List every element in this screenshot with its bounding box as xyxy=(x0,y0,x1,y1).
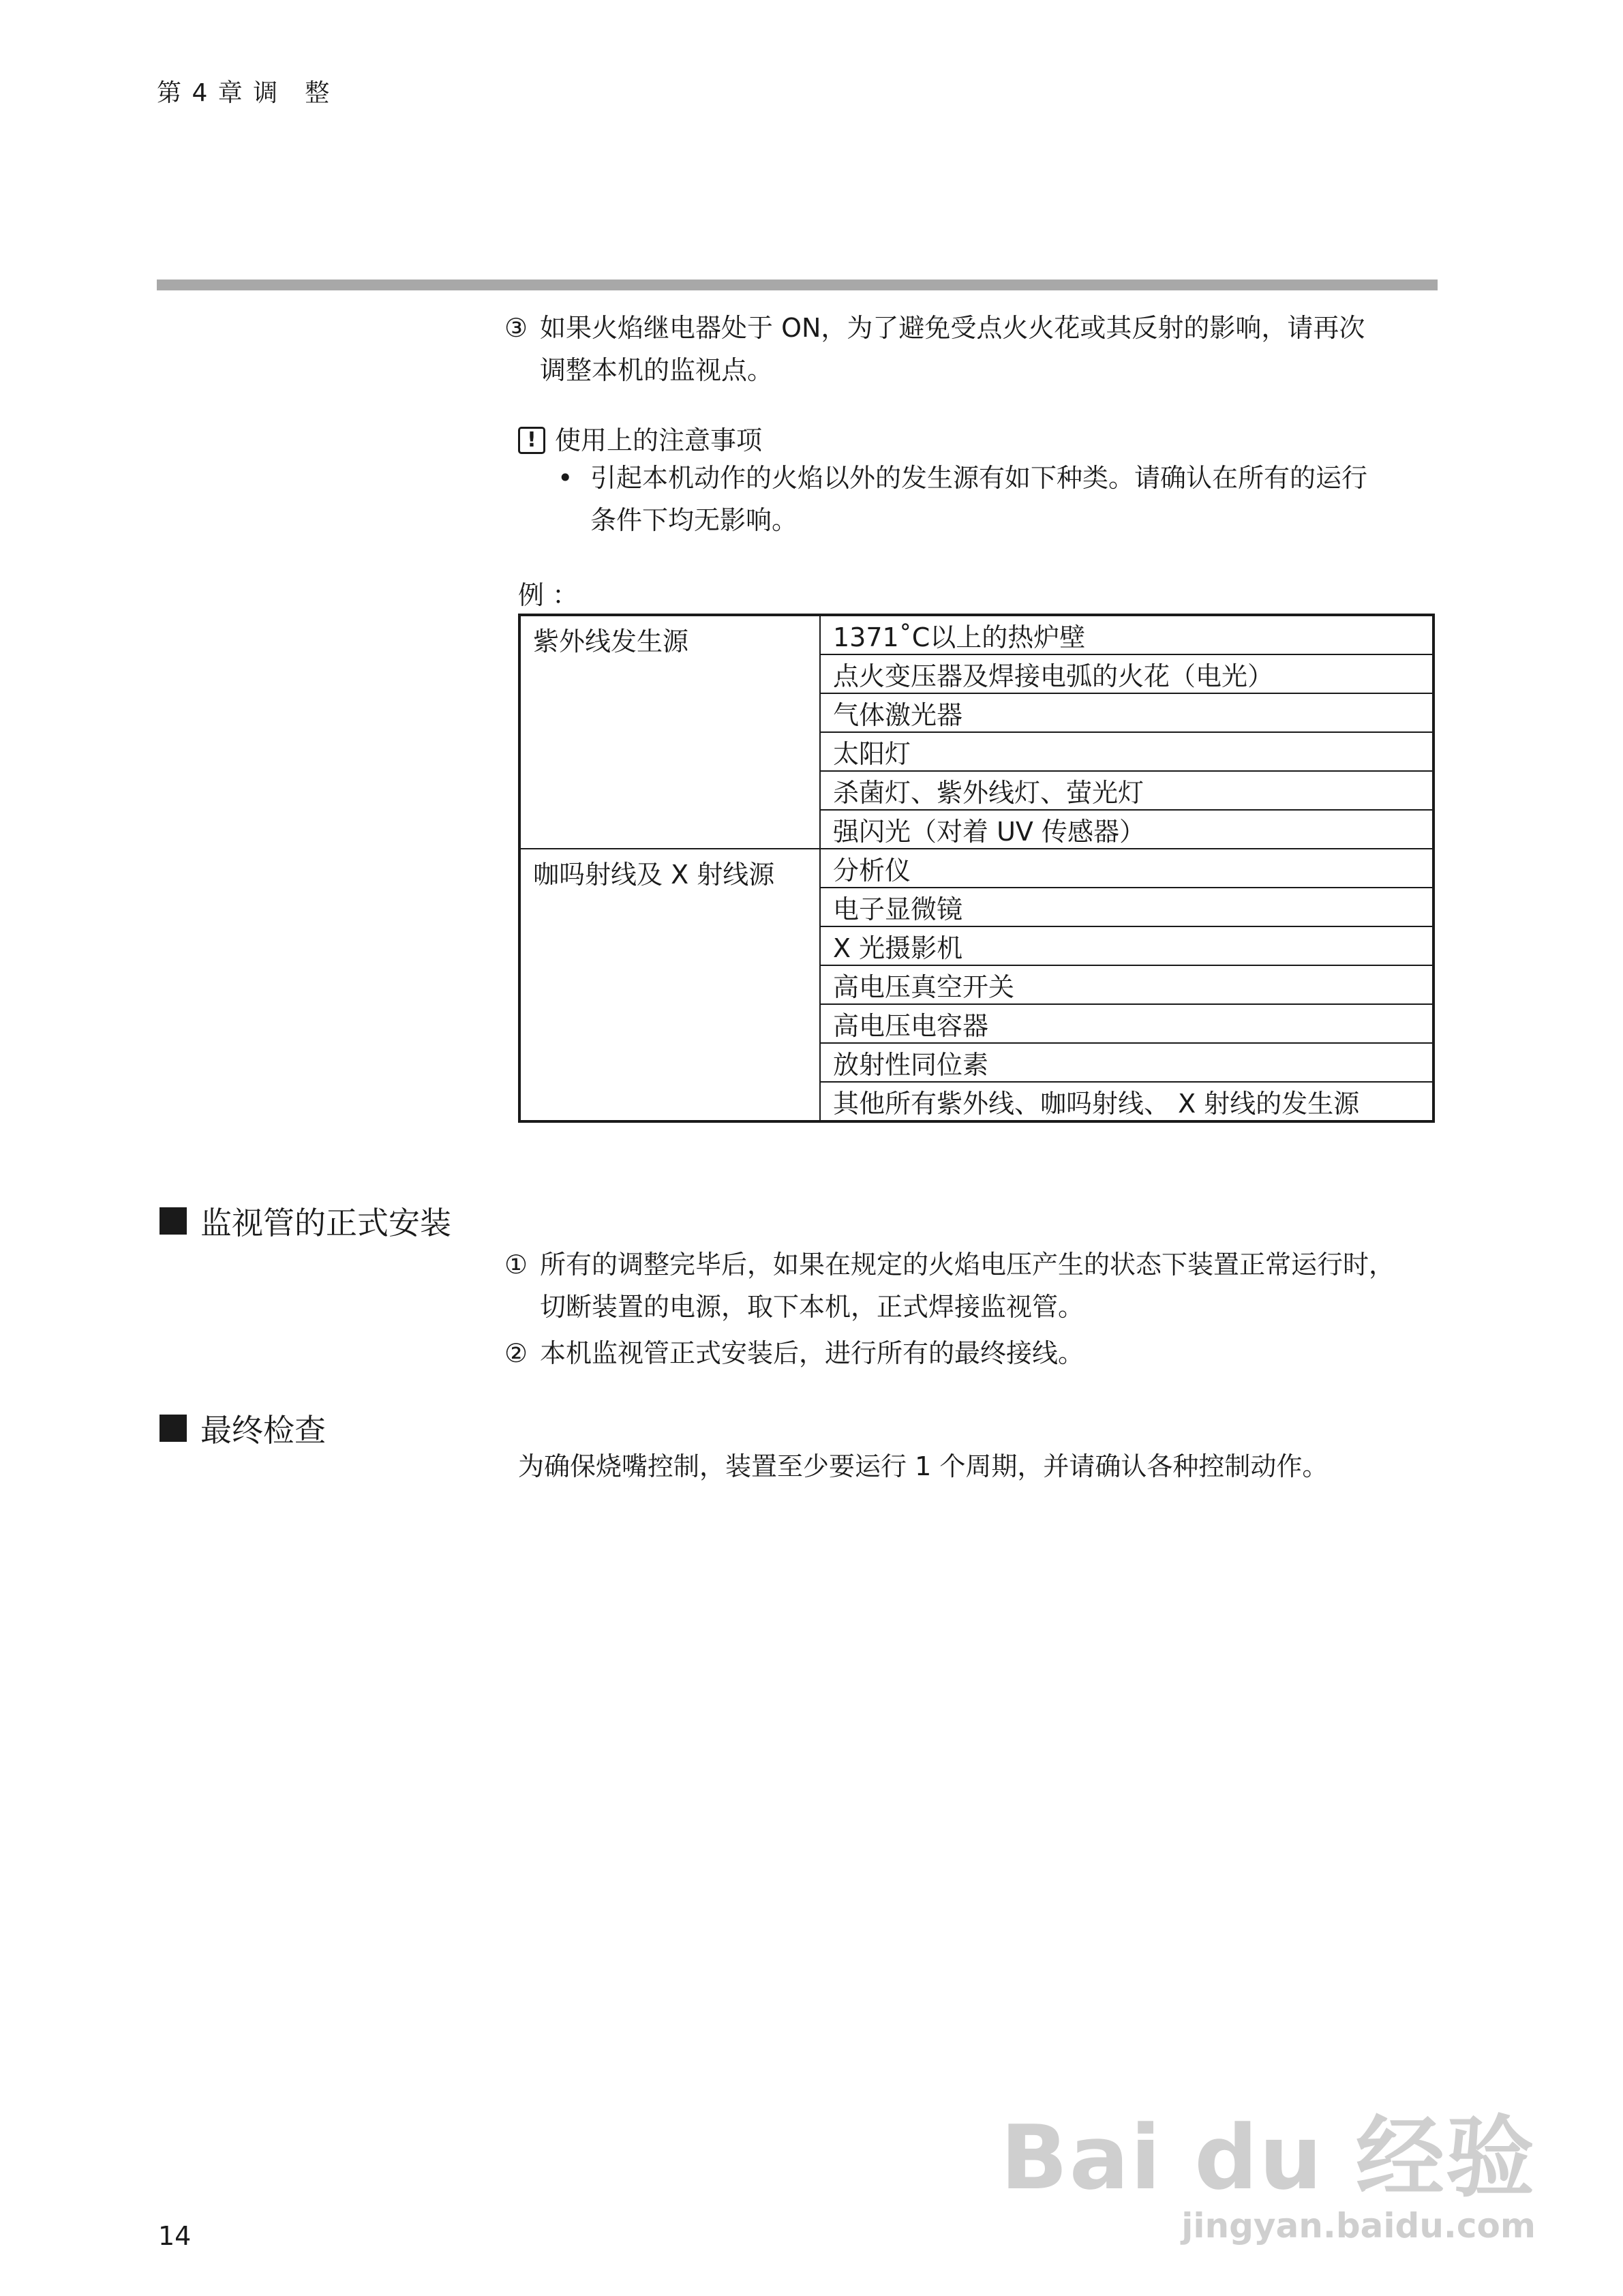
table-row xyxy=(519,849,1434,888)
caution-title: 使用上的注意事项 xyxy=(555,425,763,455)
table-cell: 其他所有紫外线、咖吗射线、 X 射线的发生源 xyxy=(820,1082,1434,1121)
table-cell: 强闪光（对着 UV 传感器） xyxy=(820,810,1434,849)
baidu-watermark xyxy=(1000,2106,1536,2246)
header-rule xyxy=(157,280,1438,290)
step-2-line1: 本机监视管正式安装后，进行所有的最终接线。 xyxy=(540,1338,1084,1368)
watermark-logo-text: Bai du 经验 xyxy=(1000,2106,1536,2209)
table-cell: 高电压电容器 xyxy=(820,1004,1434,1043)
table-cell: X 光摄影机 xyxy=(820,926,1434,965)
step-number: ① xyxy=(504,1250,528,1280)
category-uv: 紫外线发生源 xyxy=(519,615,820,849)
step-number: ② xyxy=(504,1338,528,1368)
category-gamma-xray: 咖吗射线及 X 射线源 xyxy=(519,849,820,1121)
section-title: 最终检查 xyxy=(200,1412,326,1449)
installation-steps xyxy=(504,1243,1395,1374)
caution-heading xyxy=(518,421,762,459)
caution-note xyxy=(558,457,1367,541)
table-cell: 电子显微镜 xyxy=(820,888,1434,926)
item-3 xyxy=(504,307,1365,391)
table-cell: 放射性同位素 xyxy=(820,1043,1434,1082)
bullet: • xyxy=(558,463,573,493)
item-3-number: ③ xyxy=(504,313,528,343)
item-3-line2: 调整本机的监视点。 xyxy=(540,355,774,385)
caution-line2: 条件下均无影响。 xyxy=(590,505,798,535)
watermark-url: jingyan.baidu.com xyxy=(1181,2206,1536,2246)
table-cell: 高电压真空开关 xyxy=(820,965,1434,1004)
final-check-text: 为确保烧嘴控制，装置至少要运行 1 个周期，并请确认各种控制动作。 xyxy=(518,1451,1329,1481)
chapter-header: 第 4 章 调 整 xyxy=(157,79,331,107)
item-3-line1: 如果火焰继电器处于 ON，为了避免受点火火花或其反射的影响，请再次 xyxy=(540,313,1365,343)
table-cell: 1371˚C以上的热炉壁 xyxy=(820,615,1434,654)
example-label: 例 ： xyxy=(518,580,579,610)
table-cell: 点火变压器及焊接电弧的火花（电光） xyxy=(820,654,1434,693)
square-bullet-icon xyxy=(160,1415,187,1442)
table-row xyxy=(519,615,1434,654)
radiation-source-table xyxy=(518,614,1435,1123)
step-1-line2: 切断装置的电源，取下本机，正式焊接监视管。 xyxy=(540,1292,1084,1322)
square-bullet-icon xyxy=(160,1207,187,1235)
section-heading-installation xyxy=(160,1198,451,1243)
caution-line1: 引起本机动作的火焰以外的发生源有如下种类。请确认在所有的运行 xyxy=(590,463,1368,493)
section-title: 监视管的正式安装 xyxy=(200,1205,451,1241)
step-1-line1: 所有的调整完毕后，如果在规定的火焰电压产生的状态下装置正常运行时， xyxy=(540,1250,1395,1280)
table-cell: 分析仪 xyxy=(820,849,1434,888)
page-number: 14 xyxy=(158,2221,192,2251)
table-cell: 杀菌灯、紫外线灯、萤光灯 xyxy=(820,771,1434,810)
table-cell: 气体激光器 xyxy=(820,693,1434,732)
section-heading-final-check xyxy=(160,1406,326,1451)
table-cell: 太阳灯 xyxy=(820,732,1434,771)
caution-icon: ! xyxy=(518,427,545,454)
